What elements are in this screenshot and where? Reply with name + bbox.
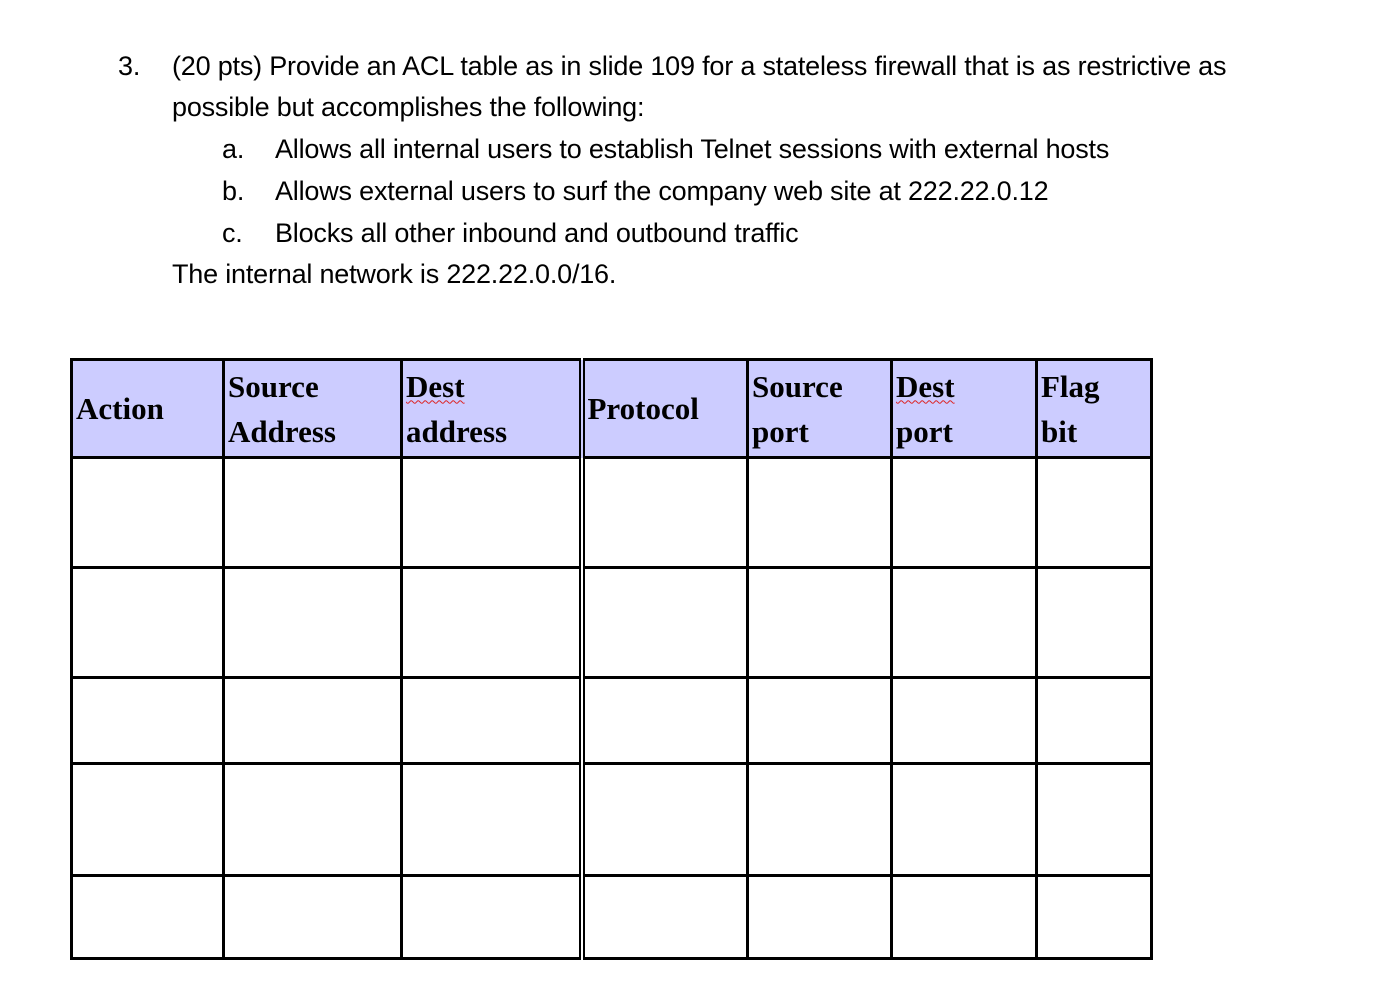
header-line: Protocol xyxy=(587,391,699,426)
protocol-cell[interactable] xyxy=(582,876,748,959)
header-line: bit xyxy=(1041,413,1078,449)
protocol-cell[interactable] xyxy=(582,458,748,568)
action-cell[interactable] xyxy=(72,458,224,568)
table-row xyxy=(72,678,1152,764)
header-protocol xyxy=(582,360,748,458)
header-line: port xyxy=(896,413,953,449)
network-note: The internal network is 222.22.0.0/16. xyxy=(172,259,617,289)
source-port-cell[interactable] xyxy=(748,876,892,959)
action-cell[interactable] xyxy=(72,568,224,678)
table-row xyxy=(72,458,1152,568)
question-block xyxy=(118,46,1318,294)
requirement-text: Allows all internal users to establish Telnet sessions with external hosts xyxy=(275,134,1110,164)
header-action xyxy=(72,360,224,458)
requirement-letter: b. xyxy=(222,176,245,206)
header-line: Address xyxy=(228,413,336,449)
header-flag-bit xyxy=(1037,360,1152,458)
action-cell[interactable] xyxy=(72,876,224,959)
header-line: Dest xyxy=(406,368,465,404)
acl-header-row xyxy=(72,360,1152,458)
source-address-cell[interactable] xyxy=(224,764,402,876)
requirement-text: Blocks all other inbound and outbound traffic xyxy=(275,218,799,248)
requirement-list xyxy=(222,128,1318,254)
dest-address-cell[interactable] xyxy=(402,458,582,568)
header-line: Action xyxy=(76,391,164,426)
acl-table xyxy=(70,358,1153,960)
flag-bit-cell[interactable] xyxy=(1037,876,1152,959)
question-number: 3. xyxy=(118,51,141,81)
requirement-item xyxy=(222,212,1318,254)
source-port-cell[interactable] xyxy=(748,678,892,764)
dest-port-cell[interactable] xyxy=(892,568,1037,678)
header-line: port xyxy=(752,413,809,449)
source-address-cell[interactable] xyxy=(224,568,402,678)
action-cell[interactable] xyxy=(72,764,224,876)
requirement-text: Allows external users to surf the company web site at 222.22.0.12 xyxy=(275,176,1049,206)
source-address-cell[interactable] xyxy=(224,876,402,959)
table-row xyxy=(72,764,1152,876)
requirement-letter: c. xyxy=(222,218,243,248)
header-line: address xyxy=(406,413,508,449)
source-port-cell[interactable] xyxy=(748,764,892,876)
dest-port-cell[interactable] xyxy=(892,678,1037,764)
flag-bit-cell[interactable] xyxy=(1037,568,1152,678)
header-dest-port xyxy=(892,360,1037,458)
table-row xyxy=(72,568,1152,678)
protocol-cell[interactable] xyxy=(582,678,748,764)
header-line: Flag xyxy=(1041,368,1100,404)
dest-address-cell[interactable] xyxy=(402,678,582,764)
dest-port-cell[interactable] xyxy=(892,764,1037,876)
source-port-cell[interactable] xyxy=(748,568,892,678)
requirement-item xyxy=(222,128,1318,170)
requirement-item xyxy=(222,170,1318,212)
header-dest-address xyxy=(402,360,582,458)
header-line: Source xyxy=(228,368,319,404)
protocol-cell[interactable] xyxy=(582,568,748,678)
table-row xyxy=(72,876,1152,959)
protocol-cell[interactable] xyxy=(582,764,748,876)
source-address-cell[interactable] xyxy=(224,678,402,764)
question-prompt xyxy=(118,46,1318,128)
flag-bit-cell[interactable] xyxy=(1037,678,1152,764)
dest-port-cell[interactable] xyxy=(892,876,1037,959)
source-address-cell[interactable] xyxy=(224,458,402,568)
header-source-port xyxy=(748,360,892,458)
header-line: Dest xyxy=(896,368,955,404)
action-cell[interactable] xyxy=(72,678,224,764)
dest-address-cell[interactable] xyxy=(402,764,582,876)
header-line: Source xyxy=(752,368,843,404)
question-text: (20 pts) Provide an ACL table as in slide 109 for a stateless firewall that is as restrictive as possible but accomplishes the following: xyxy=(172,51,1227,122)
dest-address-cell[interactable] xyxy=(402,568,582,678)
dest-address-cell[interactable] xyxy=(402,876,582,959)
header-source-address xyxy=(224,360,402,458)
flag-bit-cell[interactable] xyxy=(1037,458,1152,568)
source-port-cell[interactable] xyxy=(748,458,892,568)
flag-bit-cell[interactable] xyxy=(1037,764,1152,876)
dest-port-cell[interactable] xyxy=(892,458,1037,568)
requirement-letter: a. xyxy=(222,134,245,164)
